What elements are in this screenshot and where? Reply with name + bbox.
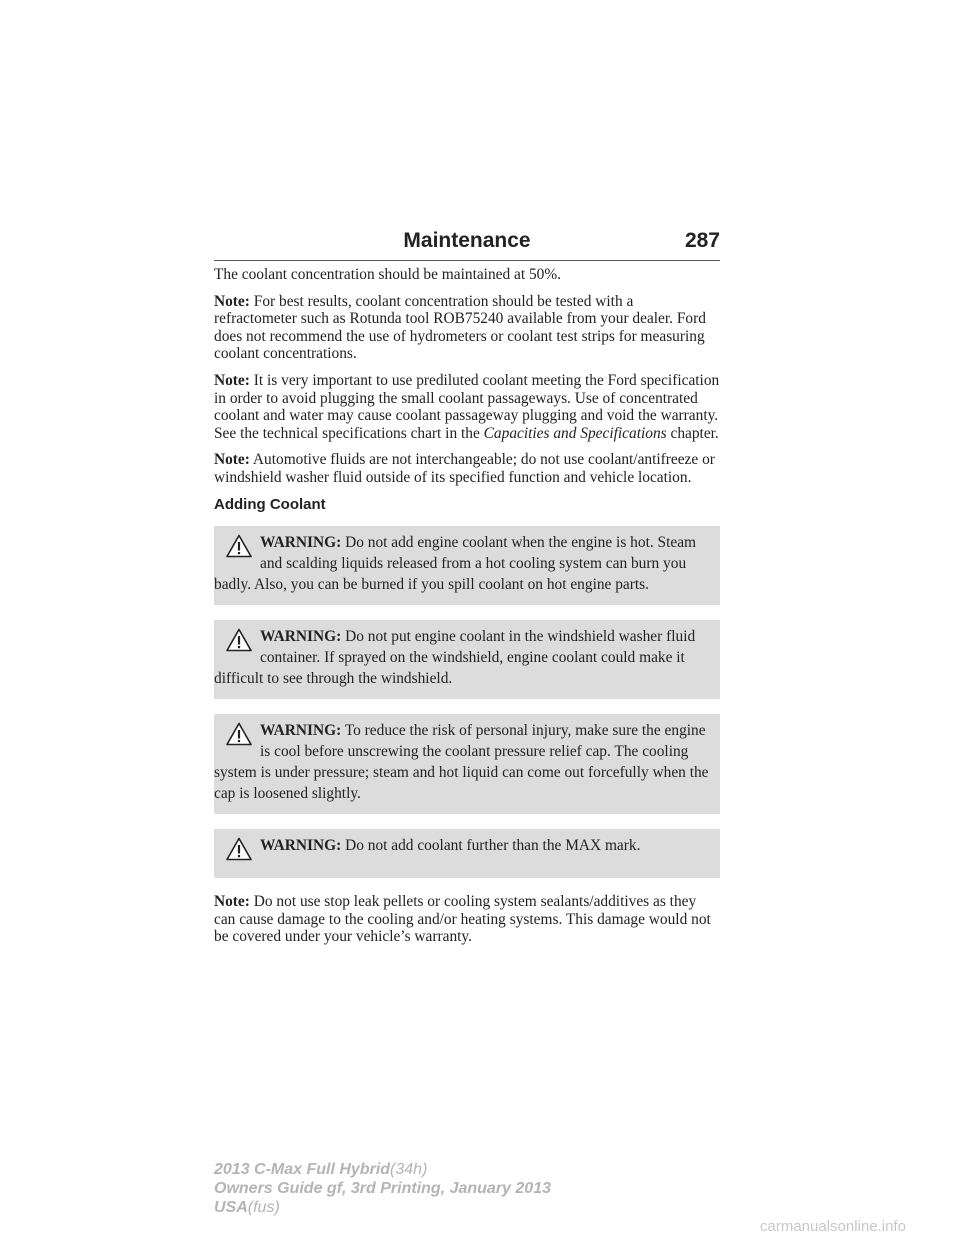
warning-text: Do not put engine coolant in the windshield washer fluid container. If sprayed on the windshield, engine coolant could make it difficult to see through the windshield. bbox=[214, 628, 696, 688]
document-footer bbox=[214, 1160, 551, 1217]
note-paragraph-3 bbox=[214, 451, 720, 486]
warning-label: WARNING: bbox=[260, 628, 342, 646]
note-label: Note: bbox=[214, 893, 250, 911]
warning-label: WARNING: bbox=[260, 534, 342, 552]
warning-text: To reduce the risk of personal injury, make sure the engine is cool before unscrewing the coolant pressure relief cap. The cooling system is under pressure; steam and hot liquid can come out forcefully when the cap is loosened slightly. bbox=[214, 722, 709, 803]
warning-box bbox=[214, 526, 720, 605]
warning-triangle-icon bbox=[214, 534, 260, 574]
footer-line-model bbox=[214, 1160, 551, 1179]
chapter-reference: Capacities and Specifications bbox=[483, 424, 667, 442]
warning-text: Do not add engine coolant when the engine is hot. Steam and scalding liquids released from a hot cooling system can burn you badly. Also, you can be burned if you spill coolant on hot engine parts. bbox=[214, 534, 697, 594]
intro-paragraph: The coolant concentration should be maintained at 50%. bbox=[214, 266, 562, 283]
note-text: Automotive fluids are not interchangeable; do not use coolant/antifreeze or windshield washer fluid outside of its specified function and vehicle location. bbox=[214, 451, 715, 486]
note-label: Note: bbox=[214, 451, 250, 469]
warning-triangle-icon bbox=[214, 628, 260, 668]
watermark: carmanualsonline.info bbox=[760, 1218, 906, 1235]
note-text: chapter. bbox=[670, 424, 719, 442]
footer-model: 2013 C-Max Full Hybrid bbox=[214, 1161, 391, 1178]
warning-label: WARNING: bbox=[260, 837, 342, 855]
note-paragraph-2 bbox=[214, 372, 720, 442]
page-number: 287 bbox=[684, 229, 720, 252]
footer-market: USA bbox=[214, 1199, 248, 1216]
note-text: Do not use stop leak pellets or cooling system sealants/additives as they can cause damage to the cooling and/or heating systems. This damage would not be covered under your vehicle’s warranty. bbox=[214, 893, 711, 946]
warning-box bbox=[214, 714, 720, 814]
note-text: It is very important to use prediluted coolant meeting the Ford specification in order to avoid plugging the small coolant passageways. Use of concentrated coolant and water may cause coolant passageway plugging and void the warranty. See the technical specifications chart in the bbox=[214, 371, 720, 442]
warning-box bbox=[214, 829, 720, 878]
warning-box bbox=[214, 620, 720, 699]
footer-market-code: (fus) bbox=[247, 1199, 280, 1216]
note-label: Note: bbox=[214, 371, 250, 389]
note-text: For best results, coolant concentration should be tested with a refractometer such as Rotunda tool ROB75240 available from your dealer. Ford does not recommend the use of hydrometers or coolant test strips for measuring coolant concentrations. bbox=[214, 292, 706, 363]
note-paragraph-1 bbox=[214, 293, 720, 363]
page-header bbox=[214, 226, 720, 261]
page-content bbox=[214, 266, 720, 955]
note-label: Note: bbox=[214, 292, 250, 310]
warning-text: Do not add coolant further than the MAX mark. bbox=[345, 837, 641, 855]
note-paragraph-4 bbox=[214, 893, 720, 946]
footer-line-market bbox=[214, 1198, 551, 1217]
page-title: Maintenance bbox=[403, 229, 531, 252]
footer-line-printing: Owners Guide gf, 3rd Printing, January 2013 bbox=[214, 1180, 551, 1197]
footer-code: (34h) bbox=[390, 1161, 428, 1178]
warning-triangle-icon bbox=[214, 722, 260, 762]
section-heading: Adding Coolant bbox=[214, 495, 326, 513]
warning-triangle-icon bbox=[214, 837, 260, 877]
warning-label: WARNING: bbox=[260, 722, 342, 740]
